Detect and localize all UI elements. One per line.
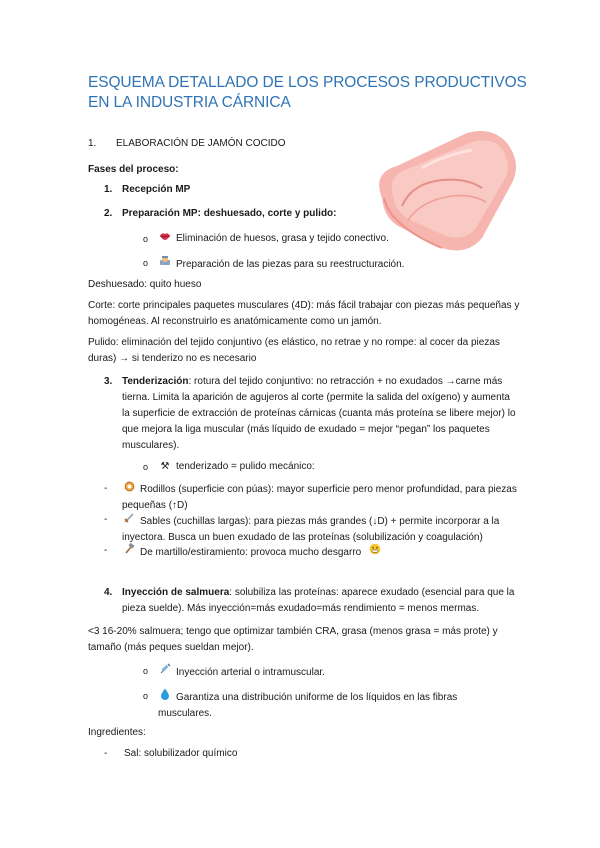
section-title: ELABORACIÓN DE JAMÓN COCIDO (116, 138, 286, 149)
bullet-o: o (143, 462, 149, 472)
bullet-text: Inyección arterial o intramuscular. (176, 667, 325, 678)
step-1 (104, 182, 190, 198)
bullet-o: o (143, 234, 149, 244)
dash-bullet: - (104, 483, 108, 494)
dash-bullet: - (104, 514, 108, 525)
step-3-label: Tenderización (122, 376, 189, 387)
step-2-bullet-2 (158, 255, 404, 273)
step-4 (104, 585, 520, 617)
dash-text: Rodillos (superficie con púas): mayor superficie pero menor profundidad, para piezas pequeñas (↑D) (122, 484, 517, 511)
sword-icon (122, 512, 136, 530)
bullet-o: o (143, 666, 149, 676)
step-3-dash-3 (122, 543, 386, 561)
bullet-o: o (143, 258, 149, 268)
pulido-note: Pulido: eliminación del tejido conjuntivo (es elástico, no retrae y no rompe: al cocer da piezas duras) → si tenderizo no es necesario (88, 337, 500, 364)
step-4-bullet-2 (158, 688, 468, 722)
step-2 (104, 206, 337, 222)
step-4-label: Inyección de salmuera (122, 587, 230, 598)
dash-text: Sables (cuchillas largas): para piezas más grandes (↓D) + permite incorporar a la inyectora. Busca un buen exudado de las proteínas (solubilización y coagulación) (122, 516, 500, 543)
bullet-text: Eliminación de huesos, grasa y tejido conectivo. (176, 233, 389, 244)
deshuesado-note: Deshuesado: quito hueso (88, 279, 202, 290)
ingredient-item: Sal: solubilizador químico (124, 748, 238, 759)
step-4-text: : solubiliza las proteínas: aparece exudado (esencial para que la pieza suelde). Más inyección=más exudado=más rendimiento = menos mermas. (122, 587, 515, 614)
step-4-number: 4. (104, 587, 113, 598)
document-title: ESQUEMA DETALLADO DE LOS PROCESOS PRODUCTIVOS EN LA INDUSTRIA CÁRNICA (88, 74, 527, 111)
dash-bullet: - (104, 748, 108, 759)
step-1-label: Recepción MP (122, 184, 191, 195)
dash-text: De martillo/estiramiento: provoca mucho desgarro (140, 547, 362, 558)
dash-bullet: - (104, 545, 108, 556)
step-4-bullet-1 (158, 663, 325, 681)
tool-icon (158, 255, 172, 273)
bullet-o: o (143, 691, 149, 701)
droplet-icon (158, 688, 172, 706)
step-3-number: 3. (104, 376, 113, 387)
ham-illustration (372, 128, 522, 258)
step-1-number: 1. (104, 184, 113, 195)
step-2-label: Preparación MP: deshuesado, corte y pulido: (122, 208, 337, 219)
corte-note: Corte: corte principales paquetes musculares (4D): más fácil trabajar con piezas más pequeñas y homogéneas. Al reconstruirlo es anatómicamente como un jamón. (88, 300, 520, 327)
hammer-icon (122, 543, 136, 561)
step-3-body (122, 374, 520, 454)
step-3-dash-1 (122, 481, 520, 514)
bullet-text: Garantiza una distribución uniforme de los líquidos en las fibras musculares. (158, 692, 458, 719)
hammer-pick-icon: ⚒ (160, 461, 170, 472)
lips-icon (158, 231, 172, 247)
step-3-dash-2 (122, 512, 520, 546)
bullet-text: Preparación de las piezas para su reestructuración. (176, 259, 405, 270)
section-heading (88, 136, 285, 152)
step-3 (104, 374, 520, 454)
step-4-body (122, 585, 520, 617)
bullet-text: tenderizado = pulido mecánico: (176, 461, 315, 472)
ingredients-label: Ingredientes: (88, 727, 146, 738)
step-2-number: 2. (104, 208, 113, 219)
section-number: 1. (88, 138, 97, 149)
gear-icon (122, 481, 136, 498)
step-3-text: : rotura del tejido conjuntivo: no retracción + no exudados →carne más tierna. Limita la aparición de agujeros al corte (permite la salida del oxígeno) y aumenta la superficie de extracción de proteínas cárnicas (cuanta más proteína se libere mejor) lo que mejora la liga muscular (más líquido de exudado = mejor “pegan” los paquetes musculares). (122, 376, 516, 451)
syringe-icon (158, 663, 172, 681)
phases-label: Fases del proceso: (88, 164, 179, 175)
grimace-face-icon (368, 543, 382, 561)
step-2-bullet-1 (158, 231, 389, 247)
brine-note: <3 16-20% salmuera; tengo que optimizar también CRA, grasa (menos grasa = más prote) y tamaño (más peques sueldan mejor). (88, 626, 498, 653)
step-3-bullet-1 (158, 459, 315, 475)
